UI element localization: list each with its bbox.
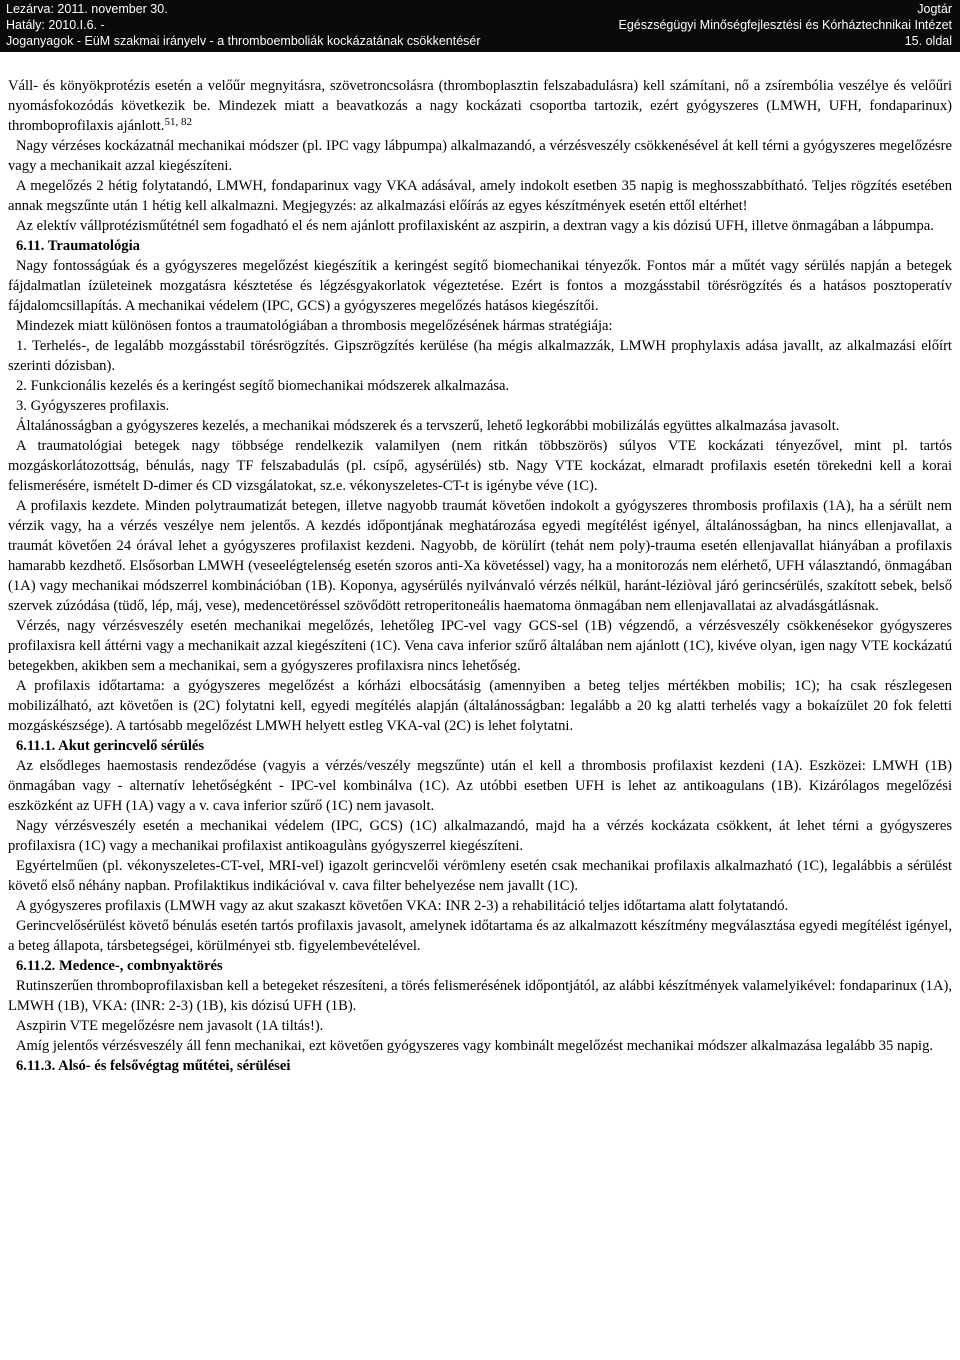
paragraph: Amíg jelentős vérzésveszély áll fenn mechanikai, ezt követően gyógyszeres vagy kombinált megelőzést mechanikai módszer alkalmazása legalább 35 napig. xyxy=(16,1038,934,1054)
header-page-number: 15. oldal xyxy=(904,34,952,48)
list-item: 3. Gyógyszeres profilaxis. xyxy=(16,398,170,414)
header-institute: Egészségügyi Minőségfejlesztési és Kórháztechnikai Intézet xyxy=(618,18,952,32)
header-left xyxy=(6,1,481,49)
header-closed-date: Lezárva: 2011. november 30. xyxy=(6,2,168,16)
paragraph: Az elsődleges haemostasis rendeződése (vagyis a vérzés/veszély megszűnte) után el kell a thrombosis profilaxist kezdeni (1A). Eszközei: LMWH (1B) önmagában vagy - alternatív lehetőségként - IPC-vel kombinálva (1C). Az utóbbi esetben UFH is lehet az antikoagulans (1B). Kizárólagos megelőzési eszközként az UFH (1A) vagy a v. cava inferior szűrő (1C) nem javasolt. xyxy=(8,758,952,814)
list-item: 2. Funkcionális kezelés és a keringést segítő biomechanikai módszerek alkalmazása. xyxy=(16,378,510,394)
paragraph: Rutinszerűen thromboprofilaxisban kell a betegeket részesíteni, a törés felismerésének időpontjától, az alábbi készítmények valamelyikével: fondaparinux (1A), LMWH (1B), VKA: (INR: 2-3) (1B), kis dózisú UFH (1B). xyxy=(8,978,952,1014)
section-heading: 6.11.3. Alsó- és felsővégtag műtétei, sérülései xyxy=(16,1058,291,1074)
paragraph: Mindezek miatt különösen fontos a traumatológiában a thrombosis megelőzésének hármas stratégiája: xyxy=(16,318,613,334)
paragraph: A megelőzés 2 hétig folytatandó, LMWH, fondaparinux vagy VKA adásával, amely indokolt esetben 35 napig is meghosszabbítható. Teljes rögzítés esetében annak megszűnte után 1 hétig kell alkalmazni. Megjegyzés: az alkalmazási előírás az egyes készítmények esetén ettől eltérhet! xyxy=(8,178,952,214)
paragraph: A profilaxis időtartama: a gyógyszeres megelőzést a kórházi elbocsátásig (amennyiben a beteg teljes mértékben mobilis; 1C); ha csak részlegesen mobilizálható, azt követően is (2C) folytatni kell, egyedi megítélés alapján (általánosságban: legalább a 20 kg alatti terhelés vagy a bokaízület 20 fok feletti mozgáskészsége). A tartósabb megelőzést LMWH helyett estleg VKA-val (2C) is lehet folytatni. xyxy=(8,678,952,734)
header-effect-date: Hatály: 2010.I.6. - xyxy=(6,18,105,32)
section-heading: 6.11.2. Medence-, combnyaktörés xyxy=(16,958,223,974)
paragraph: Általánosságban a gyógyszeres kezelés, a mechanikai módszerek és a tervszerű, lehető legkorábbi mobilizálás együttes alkalmazása javasolt. xyxy=(16,418,840,434)
paragraph: Vérzés, nagy vérzésveszély esetén mechanikai megelőzés, lehetőleg IPC-vel vagy GCS-sel (1B) végzendő, a vérzésveszély csökkenésekor gyógyszeres profilaxisra kell áttérni vagy a mechanikait azzal kiegészíteni (1C). Vena cava inferior szűrő általában nem ajánlott (1C), kivéve olyan, igen nagy VTE kockázatú betegekben, akikben sem a mechanikai, sem a gyógyszeres profilaxisra nincs lehetőség. xyxy=(8,618,952,674)
header-right xyxy=(618,1,952,49)
page-header xyxy=(0,0,960,52)
section-heading: 6.11.1. Akut gerincvelő sérülés xyxy=(16,738,205,754)
paragraph: A profilaxis kezdete. Minden polytraumatizát betegen, illetve nagyobb traumát követően indokolt a gyógyszeres thrombosis profilaxis (1A), ha a sérült nem vérzik vagy, ha a vérzés veszélye nem jelentős. A kezdés időpontjának meghatározása egyedi megítélést igényel, általánosságban, ha nincs ellenjavallat, a traumát követően 24 órával lehet a gyógyszeres profilaxist kezdeni. Nagyobb, de körülírt (tehát nem poly)-trauma esetén ellenjavallat hiányában a profilaxis hamarabb kezdhető. Elsősorban LMWH (veseelégtelenség esetén szoros anti-Xa követéssel) vagy, ha a monitorozás nem elérhető, UFH választandó, önmagában (1A) vagy mechanikai módszerrel kombinációban (1B). Koponya, agysérülés nyilvánvaló vérzés nélkül, haránt-léziòval járó gerincsérülés, szakított sebek, belső szervek zúzódása (tüdő, lép, máj, vese), medencetöréssel szövődött retroperitoneális haematoma önmagában nem ellenjavallatai az alvadásgátlásnak. xyxy=(8,498,952,614)
paragraph: A traumatológiai betegek nagy többsége rendelkezik valamilyen (nem ritkán többszörös) súlyos VTE kockázati tényezővel, mint pl. tartós mozgáskorlátozottság, bénulás, nagy TF felszabadulás (pl. csípő, agysérülés) stb. Nagy VTE kockázat, elmaradt profilaxis esetén törekedni kell a korai felismerésére, ismételt D-dimer és CD vizsgálatokat, sz.e. vékonyszeletes-CT-t is igénybe véve (1C). xyxy=(8,438,952,494)
list-item: 1. Terhelés-, de legalább mozgásstabil törésrögzítés. Gipszrögzítés kerülése (ha mégis alkalmazzák, LMWH prophylaxis adása javallt, az alkalmazási előírt szerinti dózisban). xyxy=(8,338,952,374)
paragraph: Nagy vérzésveszély esetén a mechanikai védelem (IPC, GCS) (1C) alkalmazandó, majd ha a vérzés kockázata csökkent, át lehet térni a gyógyszeres profilaxisra (1C) vagy a mechanikai profilaxist antikoagulàns gyógyszerrel kiegészíteni. xyxy=(8,818,952,854)
paragraph: Az elektív vállprotézisműtétnél sem fogadható el és nem ajánlott profilaxisként az aszpirin, a dextran vagy a kis dózisú UFH, illetve önmagában a lábpumpa. xyxy=(16,218,934,234)
paragraph: Nagy vérzéses kockázatnál mechanikai módszer (pl. IPC vagy lábpumpa) alkalmazandó, a vérzésveszély csökkenésével át kell térni a gyógyszeres megelőzésre vagy a mechanikait azzal kiegészíteni. xyxy=(8,138,952,174)
header-publisher: Jogtár xyxy=(917,2,952,16)
document-body xyxy=(0,52,960,1076)
paragraph: A gyógyszeres profilaxis (LMWH vagy az akut szakaszt követően VKA: INR 2-3) a rehabilitáció teljes időtartama alatt folytatandó. xyxy=(16,898,789,914)
paragraph: Váll- és könyökprotézis esetén a velőűr megnyitásra, szövetroncsolásra (thromboplasztin felszabadulásra) kell számítani, nő a zsírembólia veszélye és velőűri nyomásfokozódás következik be. Mindezek miatt a beavatkozás a nagy kockázati csoportba tartozik, ezért gyógyszeres (LMWH, UFH, fondaparinux) thromboprofilaxis ajánlott.$^{51, 82}$ xyxy=(8,78,952,134)
header-document-title: Joganyagok - EüM szakmai irányelv - a thromboemboliák kockázatának csökkentésér xyxy=(6,34,481,48)
paragraph: Gerincvelősérülést követő bénulás esetén tartós profilaxis javasolt, amelynek időtartama és az alkalmazott készítmény megválasztása egyedi megítélést igényel, a beteg állapota, társbetegségei, körülményei stb. figyelembevételével. xyxy=(8,918,952,954)
paragraph: Egyértelműen (pl. vékonyszeletes-CT-vel, MRI-vel) igazolt gerincvelői vérömleny esetén csak mechanikai profilaxis alkalmazható (1C), legalábbis a sérülést követő első néhány napban. Profilaktikus indikációval v. cava filter behelyezése nem javallt (1C). xyxy=(8,858,952,894)
paragraph: Aszpirin VTE megelőzésre nem javasolt (1A tiltás!). xyxy=(16,1018,324,1034)
paragraph: Nagy fontosságúak és a gyógyszeres megelőzést kiegészítik a keringést segítő biomechanikai tényezők. Fontos már a műtét vagy sérülés napján a betegek fájdalmatlan ízületeinek mozgatásra késztetése és légzésgyakorlatok végeztetése. Ezért is fontos a mozgásstabil törésrögzítés és a hatásos posztoperatív fájdalomcsillapítás. A mechanikai védelem (IPC, GCS) a gyógyszeres megelőzés hatásos kiegészítői. xyxy=(8,258,952,314)
reference-superscript: 51, 82 xyxy=(164,116,192,128)
section-heading: 6.11. Traumatológia xyxy=(16,238,140,254)
